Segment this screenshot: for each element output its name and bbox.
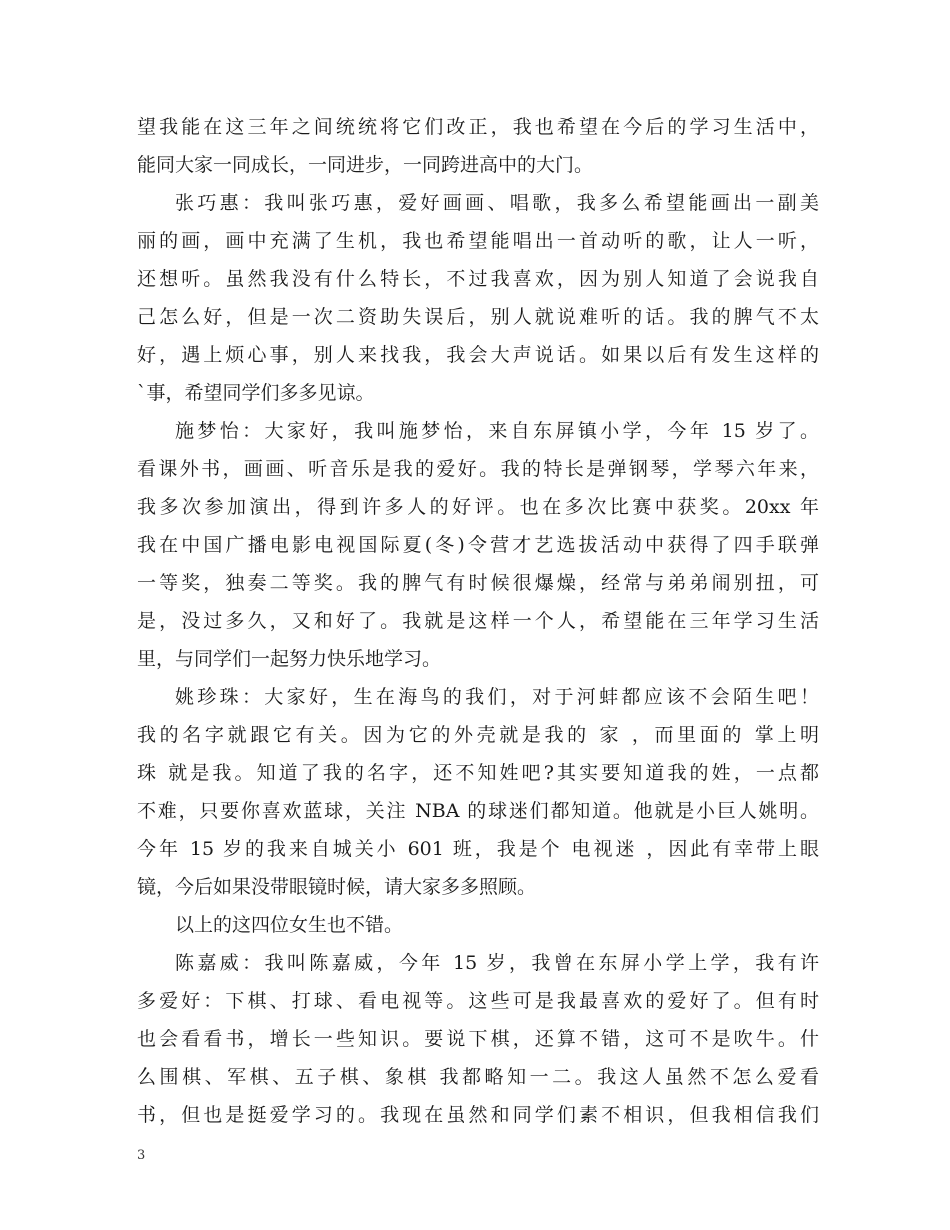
line-text: 我在中国广播电影电视国际夏(冬)令营才艺选拔活动中获得了四手联弹 [137,534,819,556]
text-line [0,868,950,906]
line-text: 己怎么好，但是一次二资助失误后，别人就说难听的话。我的脾气不太 [137,306,819,328]
line-text: 镜，今后如果没带眼镜时候，请大家多多照顾。 [137,876,537,898]
line-text: 么围棋、军棋、五子棋、象棋 我都略知一二。我这人虽然不怎么爱看 [137,1066,819,1088]
text-line [0,830,950,868]
line-text: 还想听。虽然我没有什么特长，不过我喜欢，因为别人知道了会说我自 [137,268,819,290]
line-text: 今年 15 岁的我来自城关小 601 班，我是个 电视迷 ，因此有幸带上眼 [137,838,819,860]
text-line [0,906,950,944]
text-line [0,260,950,298]
line-text: 是，没过多久，又和好了。我就是这样一个人，希望能在三年学习生活 [137,610,819,632]
page-number: 3 [137,1148,146,1163]
text-line [0,412,950,450]
text-line [0,640,950,678]
line-text: 一等奖，独奏二等奖。我的脾气有时候很爆燥，经常与弟弟闹别扭，可 [137,572,819,594]
text-line [0,754,950,792]
line-text: 我的名字就跟它有关。因为它的外壳就是我的 家 ，而里面的 掌上明 [137,724,819,746]
line-text: `事，希望同学们多多见谅。 [137,382,375,404]
line-text: 张巧惠：我叫张巧惠，爱好画画、唱歌，我多么希望能画出一副美 [175,192,819,214]
line-text: 望我能在这三年之间统统将它们改正，我也希望在今后的学习生活中， [137,116,819,138]
text-line [0,222,950,260]
text-line [0,792,950,830]
text-line [0,678,950,716]
line-text: 好，遇上烦心事，别人来找我，我会大声说话。如果以后有发生这样的 [137,344,819,366]
text-line [0,146,950,184]
text-line [0,602,950,640]
line-text: 也会看看书，增长一些知识。要说下棋，还算不错，这可不是吹牛。什 [137,1028,819,1050]
line-text: 施梦怡：大家好，我叫施梦怡，来自东屏镇小学，今年 15 岁了。 [175,420,819,442]
text-line [0,336,950,374]
text-line [0,716,950,754]
text-line [0,1058,950,1096]
line-text: 以上的这四位女生也不错。 [175,914,404,936]
line-text: 不难，只要你喜欢蓝球，关注 NBA 的球迷们都知道。他就是小巨人姚明。 [137,800,819,822]
line-text: 里，与同学们一起努力快乐地学习。 [137,648,442,670]
text-line [0,944,950,982]
line-text: 看课外书，画画、听音乐是我的爱好。我的特长是弹钢琴，学琴六年来， [137,458,819,480]
text-line [0,1096,950,1134]
line-text: 能同大家一同成长，一同进步，一同跨进高中的大门。 [137,154,594,176]
line-text: 丽的画，画中充满了生机，我也希望能唱出一首动听的歌，让人一听， [137,230,819,252]
text-line [0,298,950,336]
line-text: 姚珍珠：大家好，生在海鸟的我们，对于河蚌都应该不会陌生吧！ [175,686,819,708]
text-line [0,488,950,526]
line-text: 陈嘉威：我叫陈嘉威，今年 15 岁，我曾在东屏小学上学，我有许 [175,952,819,974]
text-line [0,108,950,146]
text-line [0,374,950,412]
line-text: 书，但也是挺爱学习的。我现在虽然和同学们素不相识，但我相信我们 [137,1104,819,1126]
text-line [0,526,950,564]
text-line [0,184,950,222]
line-text: 珠 就是我。知道了我的名字，还不知姓吧?其实要知道我的姓，一点都 [137,762,819,784]
text-line [0,450,950,488]
line-text: 多爱好：下棋、打球、看电视等。这些可是我最喜欢的爱好了。但有时 [137,990,819,1012]
text-line [0,982,950,1020]
text-line [0,1020,950,1058]
line-text: 我多次参加演出，得到许多人的好评。也在多次比赛中获奖。20xx 年 [137,496,819,518]
text-line [0,564,950,602]
